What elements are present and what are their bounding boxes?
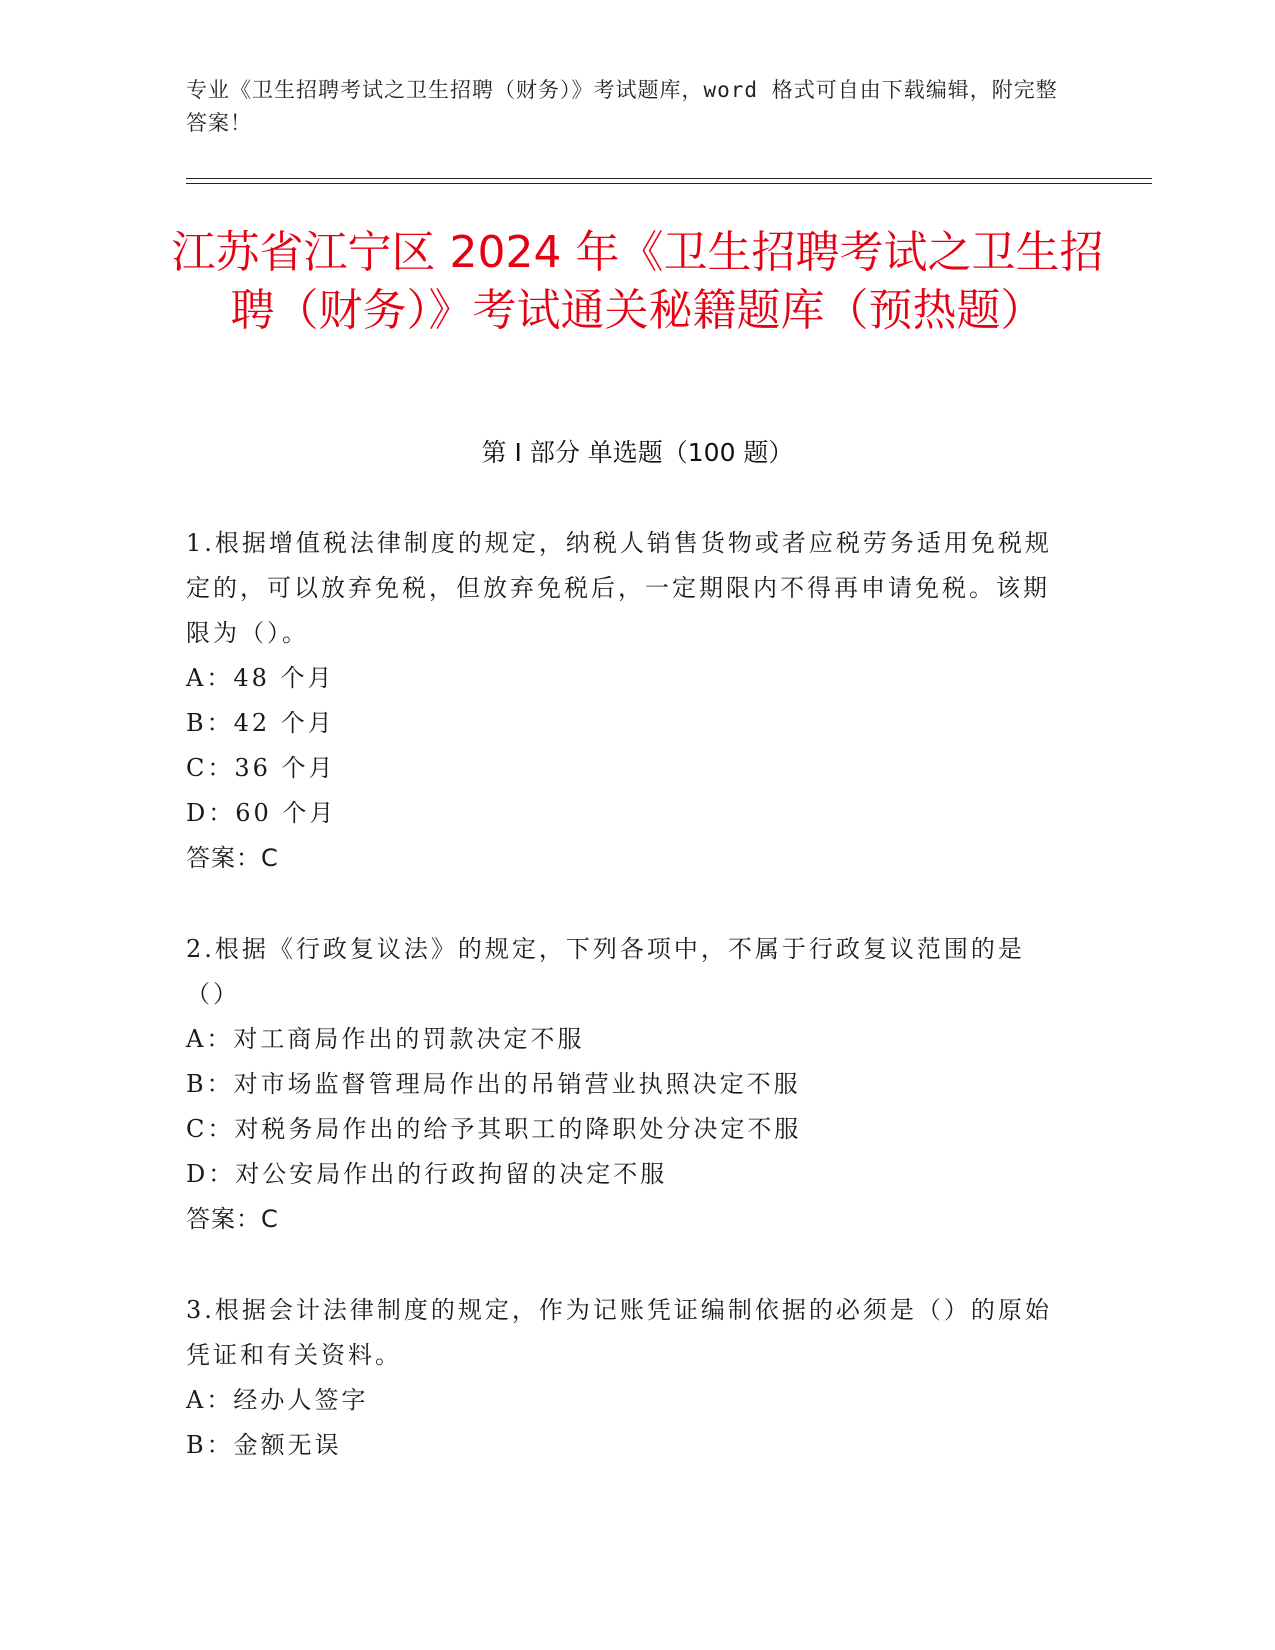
option-c: C：36 个月 — [186, 754, 336, 782]
header-divider-top — [186, 178, 1152, 179]
option-b: B：金额无误 — [186, 1431, 342, 1459]
option-a: A：经办人签字 — [186, 1386, 369, 1414]
answer-line: 答案：C — [186, 1205, 279, 1233]
option-a: A：48 个月 — [186, 664, 335, 692]
option-d: D：对公安局作出的行政拘留的决定不服 — [186, 1160, 668, 1188]
section-heading: 第 I 部分 单选题（100 题） — [481, 438, 794, 467]
question-1 — [186, 521, 1066, 881]
answer-line: 答案：C — [186, 844, 279, 872]
option-b: B：42 个月 — [186, 709, 335, 737]
document-title: 江苏省江宁区 2024 年《卫生招聘考试之卫生招聘（财务）》考试通关秘籍题库（预热题） — [171, 227, 1104, 336]
header-divider-bottom — [186, 183, 1152, 184]
option-c: C：对税务局作出的给予其职工的降职处分决定不服 — [186, 1115, 802, 1143]
question-stem: 2.根据《行政复议法》的规定，下列各项中，不属于行政复议范围的是（） — [186, 935, 1025, 1008]
question-list — [186, 521, 1066, 1514]
question-stem: 1.根据增值税法律制度的规定，纳税人销售货物或者应税劳务适用免税规定的，可以放弃免税，但放弃免税后，一定期限内不得再申请免税。该期限为（）。 — [186, 529, 1052, 647]
option-b: B：对市场监督管理局作出的吊销营业执照决定不服 — [186, 1070, 801, 1098]
question-2 — [186, 927, 1066, 1242]
option-a: A：对工商局作出的罚款决定不服 — [186, 1025, 585, 1053]
option-d: D：60 个月 — [186, 799, 337, 827]
question-3 — [186, 1288, 1066, 1468]
question-stem: 3.根据会计法律制度的规定，作为记账凭证编制依据的必须是（）的原始凭证和有关资料。 — [186, 1296, 1052, 1369]
header-note: 专业《卫生招聘考试之卫生招聘（财务）》考试题库，word 格式可自由下载编辑，附完整答案！ — [186, 78, 1058, 135]
